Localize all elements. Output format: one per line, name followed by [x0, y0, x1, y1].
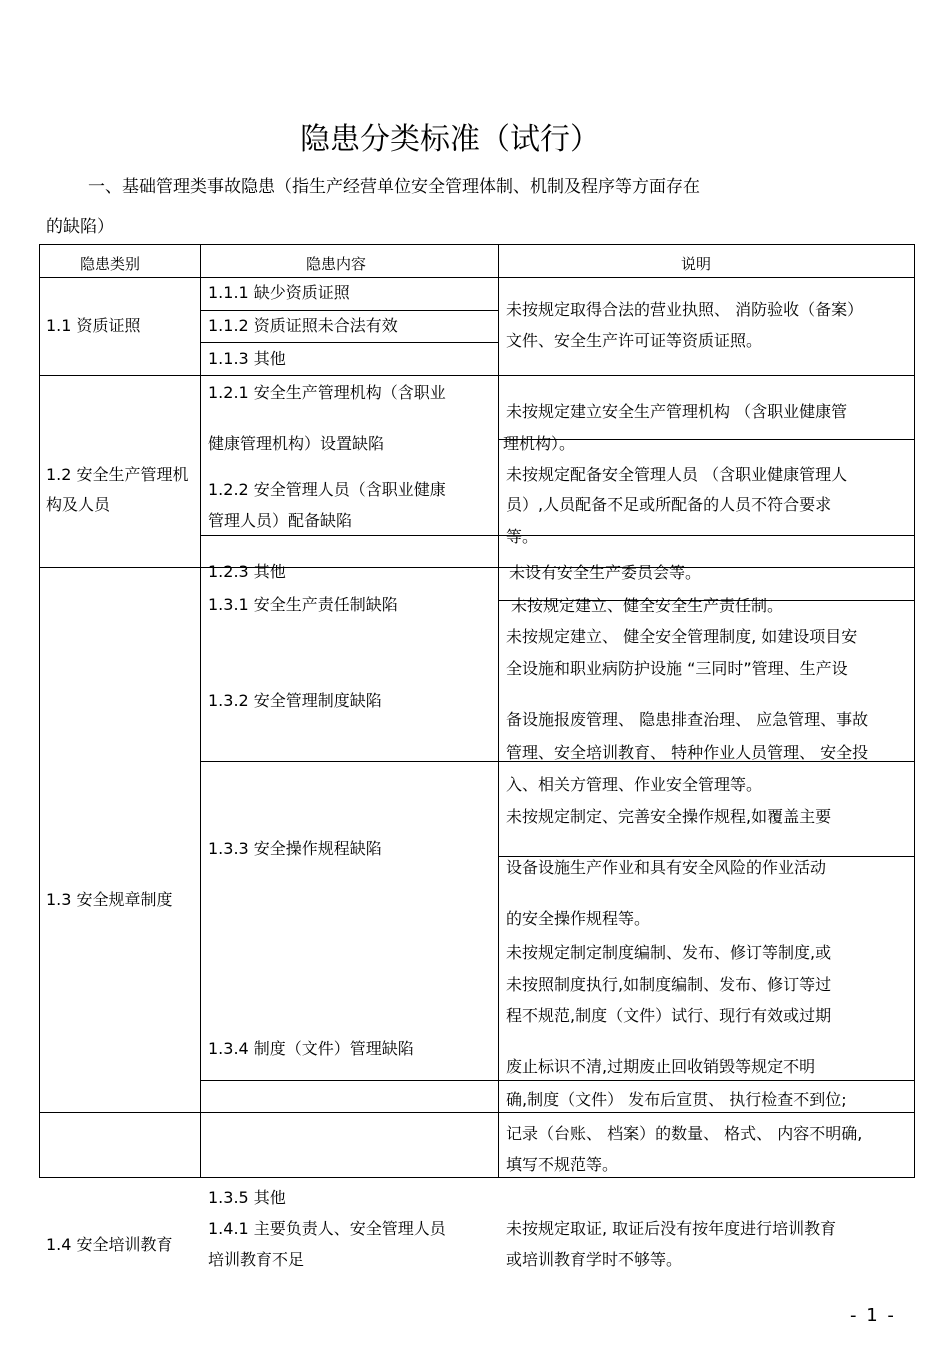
- note-1-3-4-line-5: 确,制度（文件） 发布后宣贯、 执行检查不到位;: [506, 1090, 847, 1109]
- note-1-3-3-line-3: 的安全操作规程等。: [506, 909, 651, 928]
- content-1-4-1-line-2: 培训教育不足: [208, 1250, 305, 1269]
- category-1-2-line-2: 构及人员: [46, 495, 111, 514]
- content-1-2-1-line-1: 1.2.1 安全生产管理机构（含职业: [208, 383, 446, 402]
- content-1-1-2: 1.1.2 资质证照未合法有效: [208, 316, 398, 335]
- header-note: 说明: [681, 255, 712, 273]
- note-1-3-2-line-1: 未按规定建立、 健全安全管理制度, 如建设项目安: [506, 627, 858, 646]
- category-1-3: 1.3 安全规章制度: [46, 890, 173, 909]
- table-rule: [200, 342, 498, 343]
- content-1-2-3: 1.2.3 其他: [208, 562, 286, 581]
- intro-line-1: 一、基础管理类事故隐患（指生产经营单位安全管理体制、机制及程序等方面存在: [88, 177, 700, 197]
- note-1-3-4-line-6: 记录（台账、 档案）的数量、 格式、 内容不明确,: [506, 1124, 863, 1143]
- content-1-4-1-line-1: 1.4.1 主要负责人、安全管理人员: [208, 1219, 446, 1238]
- header-content: 隐患内容: [306, 255, 367, 273]
- content-1-1-1: 1.1.1 缺少资质证照: [208, 283, 350, 302]
- note-1-4-1-line-2: 或培训教育学时不够等。: [506, 1250, 683, 1269]
- note-1-1-line-1: 未按规定取得合法的营业执照、 消防验收（备案）: [506, 300, 864, 319]
- note-1-2-1-line-2: 理机构）。: [503, 434, 576, 453]
- note-1-3-4-line-1: 未按规定制定制度编制、发布、修订等制度,或: [506, 943, 832, 962]
- table-rule: [39, 244, 915, 245]
- document-title: 隐患分类标准（试行）: [300, 122, 600, 157]
- category-1-1: 1.1 资质证照: [46, 316, 141, 335]
- page-number: - 1 -: [850, 1305, 896, 1326]
- intro-line-2: 的缺陷）: [46, 217, 114, 237]
- table-rule: [200, 535, 915, 536]
- table-rule: [39, 244, 40, 1177]
- note-1-3-2-line-4: 管理、安全培训教育、 特种作业人员管理、 安全投: [506, 743, 869, 762]
- table-rule: [200, 1080, 915, 1081]
- category-1-2-line-1: 1.2 安全生产管理机: [46, 465, 189, 484]
- note-1-2-2-line-2: 员）,人员配备不足或所配备的人员不符合要求: [506, 495, 832, 514]
- note-1-3-1: 未按规定建立、健全安全生产责任制。: [511, 596, 784, 615]
- content-1-3-3: 1.3.3 安全操作规程缺陷: [208, 839, 382, 858]
- note-1-3-3-line-2: 设备设施生产作业和具有安全风险的作业活动: [506, 858, 827, 877]
- note-1-3-4-line-7: 填写不规范等。: [506, 1155, 619, 1174]
- note-1-4-1-line-1: 未按规定取证, 取证后没有按年度进行培训教育: [506, 1219, 837, 1238]
- table-rule: [39, 375, 915, 376]
- table-rule: [39, 567, 915, 568]
- table-rule: [498, 244, 499, 1177]
- table-rule: [39, 277, 915, 278]
- note-1-3-2-line-3: 备设施报废管理、 隐患排查治理、 应急管理、事故: [506, 710, 869, 729]
- header-category: 隐患类别: [80, 255, 141, 273]
- table-rule: [200, 244, 201, 1177]
- note-1-3-4-line-3: 程不规范,制度（文件）试行、现行有效或过期: [506, 1006, 832, 1025]
- category-1-4: 1.4 安全培训教育: [46, 1235, 173, 1254]
- note-1-2-1-line-1: 未按规定建立安全生产管理机构 （含职业健康管: [506, 402, 848, 421]
- content-1-3-1: 1.3.1 安全生产责任制缺陷: [208, 595, 398, 614]
- note-1-3-4-line-4: 废止标识不清,过期废止回收销毁等规定不明: [506, 1057, 816, 1076]
- note-1-3-2-line-2: 全设施和职业病防护设施 “三同时”管理、生产设: [506, 659, 848, 678]
- note-1-2-2-line-3: 等。: [506, 527, 539, 546]
- table-rule: [200, 310, 498, 311]
- content-1-3-5: 1.3.5 其他: [208, 1188, 286, 1207]
- table-rule: [39, 1112, 915, 1113]
- content-1-3-2: 1.3.2 安全管理制度缺陷: [208, 691, 382, 710]
- table-rule: [498, 856, 915, 857]
- content-1-3-4: 1.3.4 制度（文件）管理缺陷: [208, 1039, 414, 1058]
- note-1-3-3-line-1: 未按规定制定、完善安全操作规程,如覆盖主要: [506, 807, 832, 826]
- note-1-3-4-line-2: 未按照制度执行,如制度编制、发布、修订等过: [506, 975, 832, 994]
- table-rule: [39, 1177, 915, 1178]
- note-1-3-2-line-5: 入、相关方管理、作业安全管理等。: [506, 775, 763, 794]
- content-1-2-2-line-1: 1.2.2 安全管理人员（含职业健康: [208, 480, 446, 499]
- content-1-2-2-line-2: 管理人员）配备缺陷: [208, 511, 353, 530]
- table-rule: [914, 244, 915, 1177]
- content-1-2-1-line-2: 健康管理机构）设置缺陷: [208, 434, 385, 453]
- note-1-2-2-line-1: 未按规定配备安全管理人员 （含职业健康管理人: [506, 465, 848, 484]
- note-1-1-line-2: 文件、安全生产许可证等资质证照。: [506, 331, 763, 350]
- content-1-1-3: 1.1.3 其他: [208, 349, 286, 368]
- note-1-2-3: 未设有安全生产委员会等。: [509, 563, 702, 582]
